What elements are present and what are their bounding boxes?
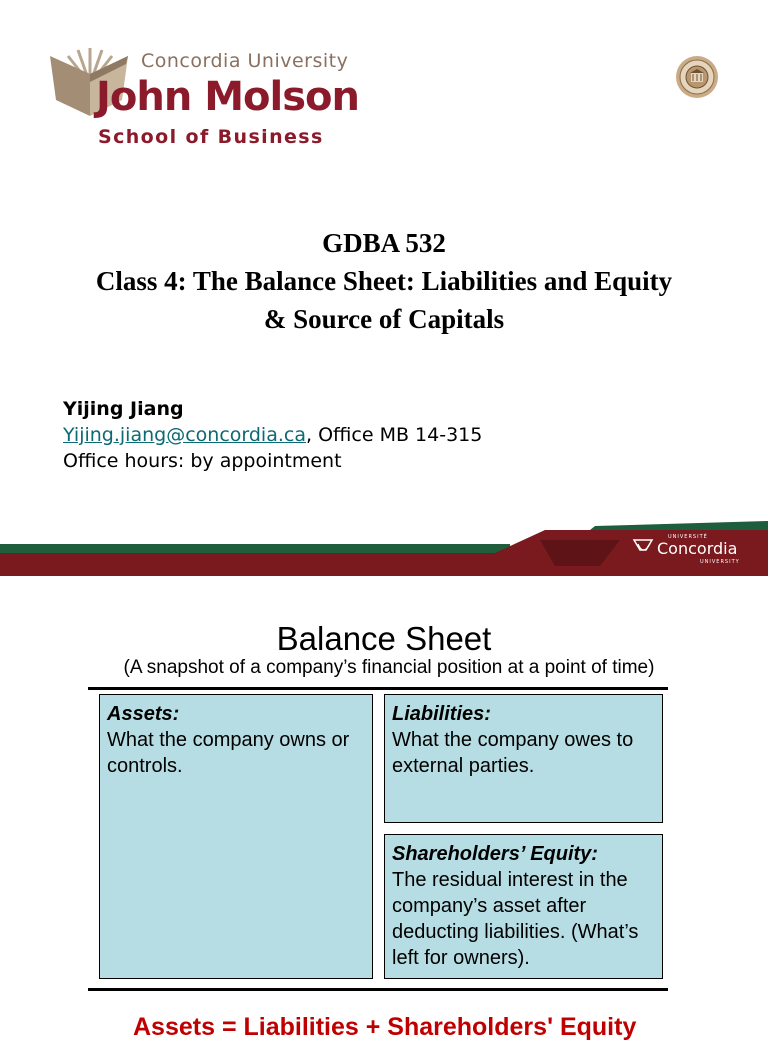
class-title-line-2: & Source of Capitals	[263, 304, 505, 334]
assets-description: What the company owns or controls.	[107, 729, 350, 777]
equity-heading: Shareholders’ Equity:	[392, 843, 598, 865]
footer-logo-top-text: UNIVERSITÉ	[668, 534, 708, 540]
footer-logo-name: Concordia	[657, 539, 738, 558]
top-divider	[88, 687, 668, 690]
office-hours: Office hours: by appointment	[63, 450, 342, 472]
course-code: GDBA 532	[322, 228, 446, 258]
instructor-office: , Office MB 14-315	[305, 424, 483, 446]
equity-box	[384, 834, 663, 979]
balance-sheet-slide	[0, 576, 768, 1041]
class-title-line-1: Class 4: The Balance Sheet: Liabilities and Equity	[95, 266, 673, 296]
equity-description: The residual interest in the company’s asset after deducting liabilities. (What’s left for owners).	[392, 869, 639, 969]
logo-university-text: Concordia University	[141, 50, 349, 72]
jmsb-logo	[50, 44, 360, 154]
slide-subtitle: (A snapshot of a company’s financial position at a point of time)	[123, 657, 655, 678]
bottom-divider	[88, 988, 668, 991]
assets-box	[99, 694, 373, 979]
liabilities-heading: Liabilities:	[392, 703, 491, 725]
instructor-email-link[interactable]: Yijing.jiang@concordia.ca	[63, 424, 306, 446]
instructor-contact	[63, 424, 482, 446]
slide-title: Balance Sheet	[276, 620, 492, 657]
university-seal-icon	[675, 55, 719, 99]
logo-school-name: John Molson	[96, 74, 360, 120]
assets-heading: Assets:	[107, 703, 180, 725]
accounting-equation: Assets = Liabilities + Shareholders' Equity	[133, 1013, 637, 1041]
footer-logo-bottom-text: UNIVERSITY	[700, 559, 740, 565]
logo-school-type: School of Business	[98, 126, 324, 148]
liabilities-box	[384, 694, 663, 823]
liabilities-description: What the company owes to external parties.	[392, 729, 634, 777]
instructor-name: Yijing Jiang	[63, 398, 184, 420]
